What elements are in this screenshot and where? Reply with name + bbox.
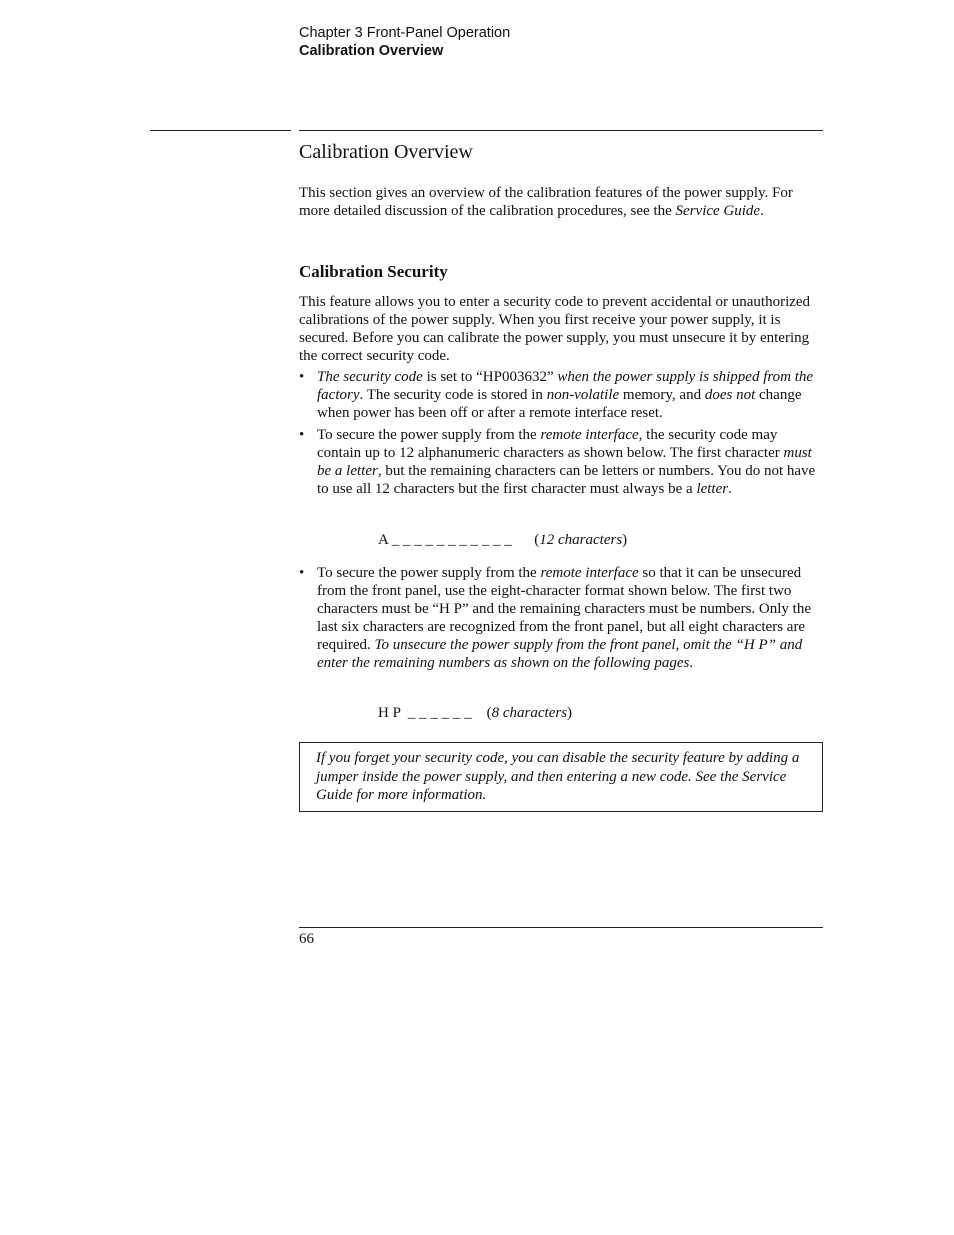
emphasis: remote interface: [540, 427, 639, 443]
code-pattern: H P _ _ _ _ _ _: [378, 705, 472, 721]
paren: ): [622, 532, 628, 548]
subsection-title: Calibration Security: [299, 262, 448, 281]
section-rule: [299, 130, 823, 131]
service-guide-ref: Service Guide: [675, 203, 761, 219]
list-item: [299, 564, 823, 672]
list-item: [299, 426, 823, 498]
intro-text: This section gives an overview of the calibration features of the power supply. For more detailed discussion of the calibration procedures, see the: [299, 185, 793, 219]
chapter-title: Chapter 3 Front-Panel Operation: [299, 25, 511, 41]
text-run: change when power has been off or after a remote interface reset.: [317, 387, 802, 421]
section-title: Calibration Overview: [299, 141, 473, 163]
text-run: , the security code may contain up to 12 alphanumeric characters as shown below. The first character: [317, 427, 784, 461]
emphasis: The security code: [317, 369, 423, 385]
text-run: .: [728, 481, 732, 497]
note-box: If you forget your security code, you can disable the security feature by adding a jumper inside the power supply, and then entering a new code. See the Service Guide for more information.: [299, 742, 823, 812]
text-run: so that it can be unsecured from the front panel, use the eight-character format shown below. The first two characters must be “H P” and the remaining characters must be numbers. Only the last six characters are recognized from the front panel, but all eight characters are required.: [317, 565, 811, 653]
running-section-title: Calibration Overview: [299, 43, 444, 59]
intro-paragraph: [299, 184, 823, 220]
security-paragraph: This feature allows you to enter a security code to prevent accidental or unauthorized calibrations of the power supply. When you first receive your power supply, it is secured. Before you can calibrate the power supply, you must unsecure it by entering the correct security code.: [299, 294, 811, 364]
bullet-dot: •: [299, 427, 305, 443]
emphasis: when the power supply is shipped from the factory: [317, 369, 814, 403]
emphasis: does not: [704, 387, 756, 403]
code-format-12: [378, 531, 627, 549]
paren: (: [486, 705, 492, 721]
emphasis: non-volatile: [546, 387, 620, 403]
bullet-dot: •: [299, 565, 305, 581]
text-run: To secure the power supply from the: [317, 427, 541, 443]
list-item: [299, 368, 823, 422]
code-length-label: 8 characters: [491, 705, 568, 721]
text-run: To secure the power supply from the: [317, 565, 541, 581]
running-header: [299, 24, 510, 60]
text-run: . The security code is stored in: [359, 387, 547, 403]
emphasis: To unsecure the power supply from the front panel, omit the “H P” and enter the remaining numbers as shown on the following pages: [317, 637, 803, 671]
paren: ): [567, 705, 573, 721]
text-run: , but the remaining characters can be letters or numbers. You do not have to use all 12 characters but the first character must always be a: [317, 463, 816, 497]
bullet-list: [299, 564, 823, 676]
emphasis: must be a letter: [317, 445, 812, 479]
page-number: 66: [299, 931, 314, 947]
emphasis: letter: [696, 481, 729, 497]
bullet-dot: •: [299, 369, 305, 385]
bullet-list: [299, 368, 823, 502]
code-length-label: 12 characters: [539, 532, 623, 548]
margin-rule: [150, 130, 291, 131]
footer-rule: [299, 927, 823, 928]
text-run: memory, and: [619, 387, 705, 403]
text-run: .: [689, 655, 694, 671]
code-pattern: A _ _ _ _ _ _ _ _ _ _ _: [378, 532, 512, 548]
emphasis: remote interface: [540, 565, 639, 581]
intro-end: .: [760, 203, 764, 219]
text-run: is set to “HP003632”: [422, 369, 558, 385]
paren: (: [534, 532, 540, 548]
code-format-8: [378, 704, 572, 722]
